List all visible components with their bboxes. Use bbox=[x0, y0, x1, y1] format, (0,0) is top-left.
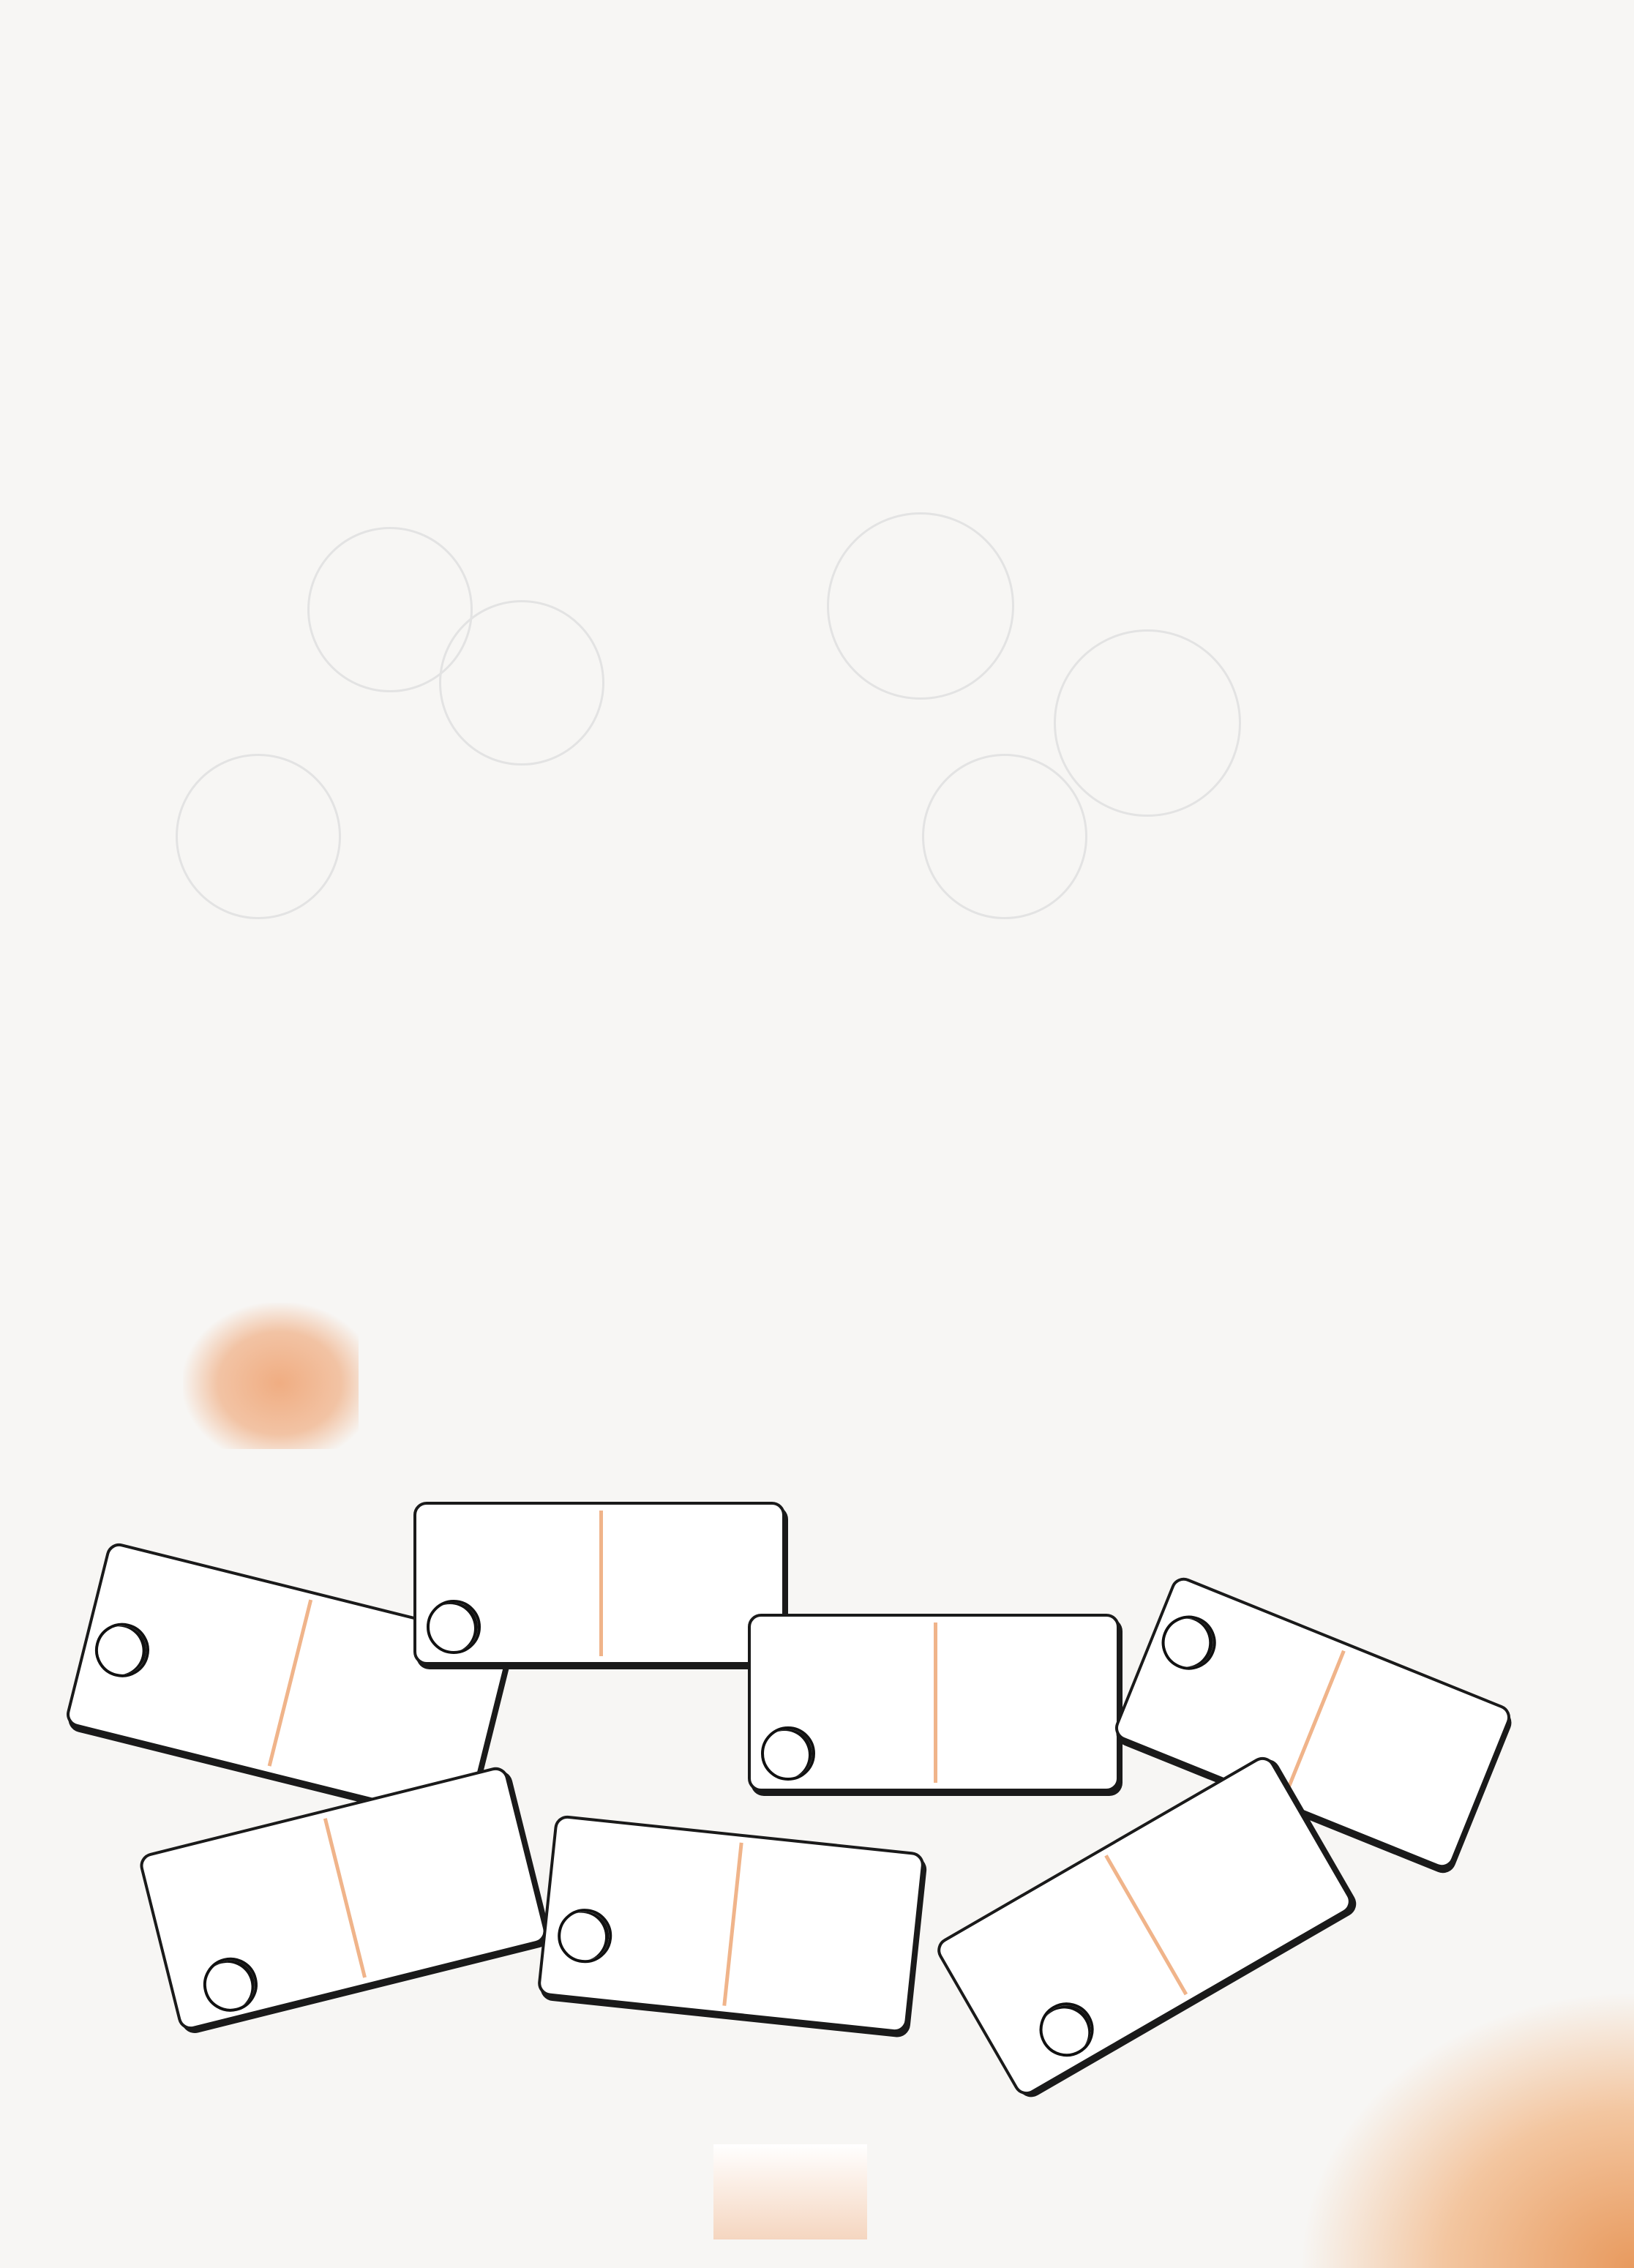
domino-2 bbox=[413, 1502, 785, 1665]
domino-divider bbox=[268, 1599, 312, 1766]
domino-divider bbox=[599, 1511, 603, 1656]
ghost-flower-6 bbox=[922, 754, 1087, 919]
domino-divider bbox=[934, 1623, 937, 1783]
domino-divider bbox=[722, 1843, 743, 2006]
domino-circle[interactable] bbox=[761, 1726, 815, 1781]
corner-decoration bbox=[1297, 1990, 1634, 2268]
paint-splash bbox=[183, 1303, 359, 1449]
domino-circle[interactable] bbox=[198, 1952, 263, 2018]
domino-circle[interactable] bbox=[427, 1600, 481, 1654]
ghost-flower-3 bbox=[176, 754, 341, 919]
domino-7 bbox=[933, 1752, 1357, 2099]
dot-border-top bbox=[13, 63, 1630, 89]
page-number-background bbox=[713, 2144, 867, 2239]
domino-divider bbox=[323, 1818, 367, 1978]
ghost-flower-4 bbox=[827, 512, 1014, 700]
domino-6 bbox=[536, 1814, 925, 2034]
domino-circle[interactable] bbox=[555, 1906, 615, 1966]
domino-3 bbox=[748, 1614, 1120, 1792]
domino-divider bbox=[1283, 1650, 1346, 1797]
domino-circle[interactable] bbox=[1153, 1607, 1223, 1677]
domino-5 bbox=[138, 1764, 550, 2032]
domino-divider bbox=[1104, 1855, 1188, 1995]
domino-circle[interactable] bbox=[1030, 1993, 1103, 2067]
ghost-flower-2 bbox=[439, 600, 604, 766]
domino-circle[interactable] bbox=[89, 1617, 155, 1683]
ghost-flower-5 bbox=[1054, 629, 1241, 817]
dot-border-left bbox=[41, 29, 70, 2100]
